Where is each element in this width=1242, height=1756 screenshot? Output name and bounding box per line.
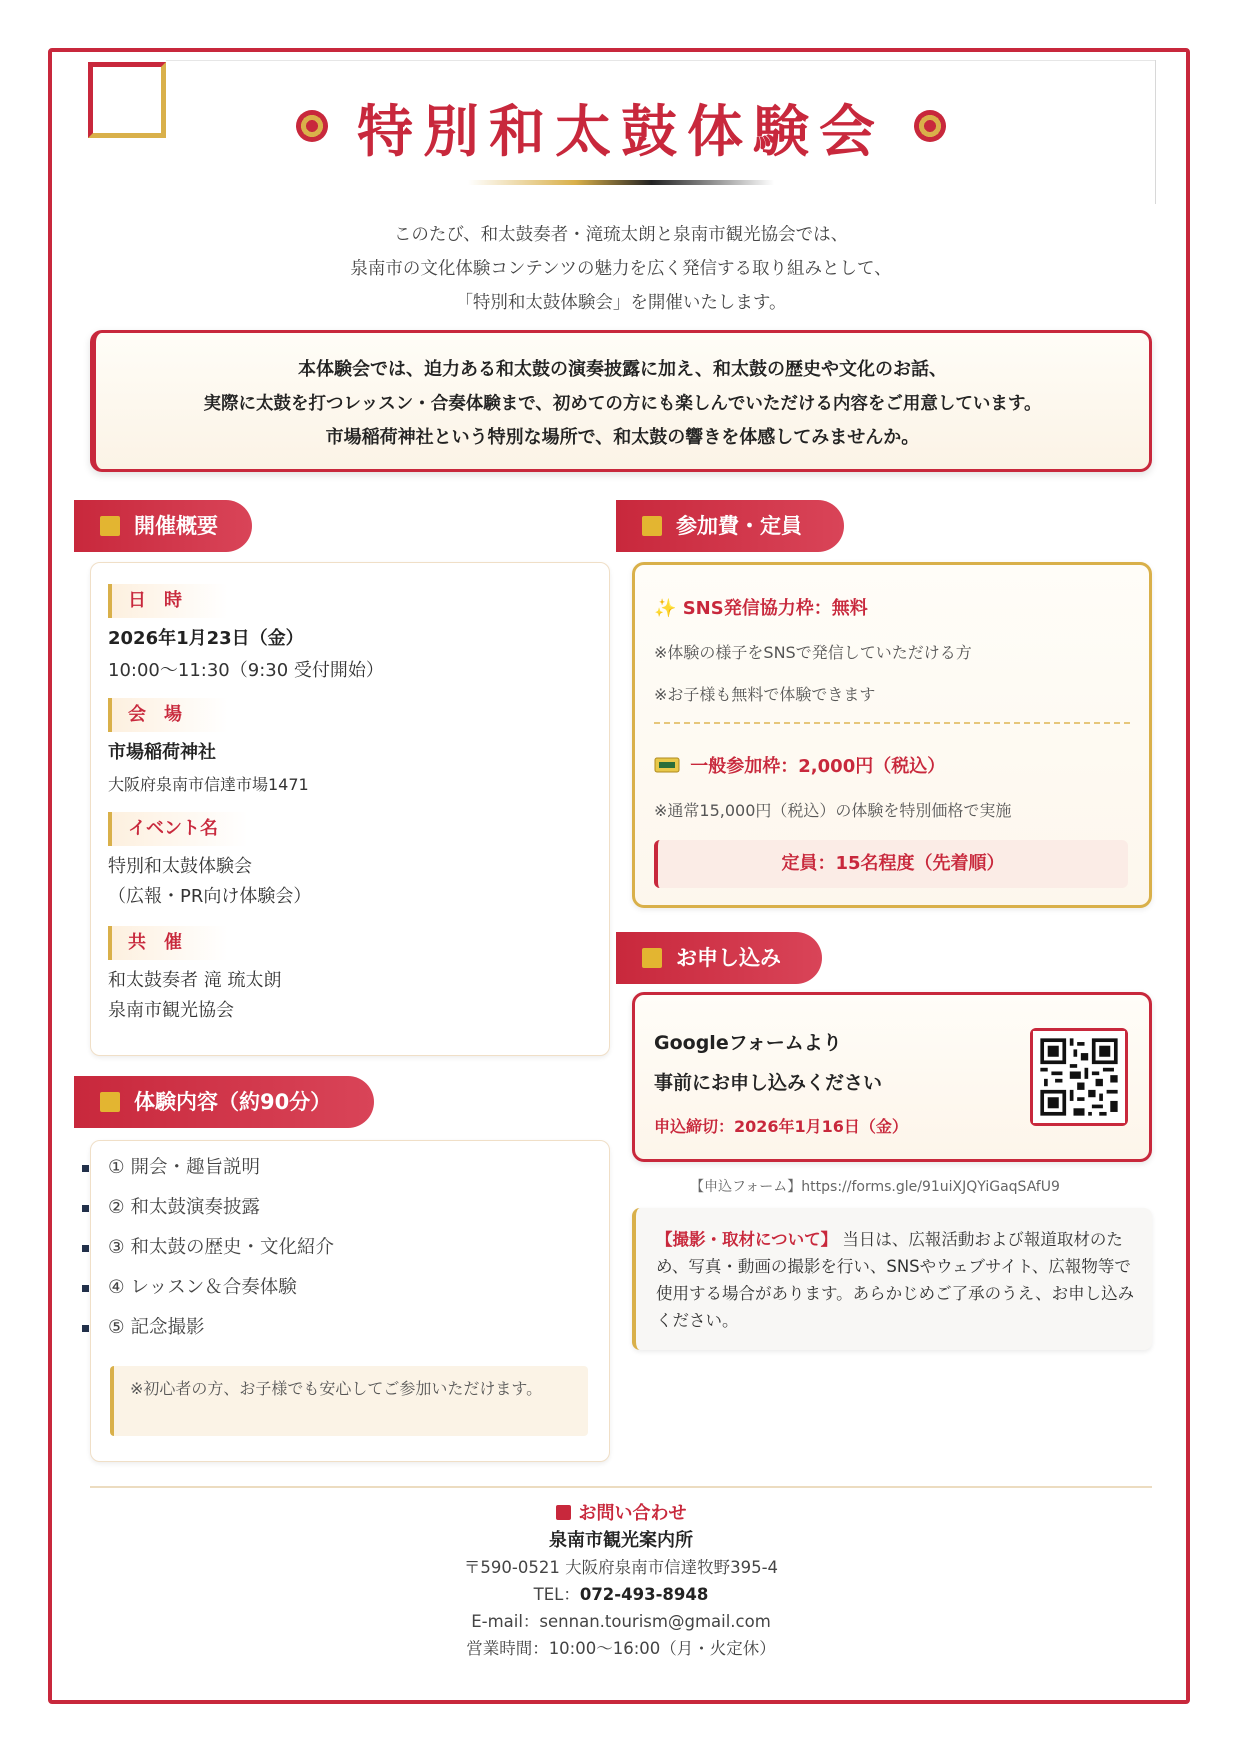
contact-square-icon [556, 1505, 571, 1520]
intro-text [0, 218, 1242, 320]
contact-name: 泉南市観光案内所 [549, 1530, 693, 1551]
page-title: 特別和太鼓体験会 [357, 99, 885, 165]
host-2: 泉南市観光協会 [108, 1000, 234, 1021]
section-title: 体験内容（約90分） [134, 1090, 332, 1114]
capacity-box: 定員：15名程度（先着順） [654, 840, 1128, 888]
title-underline [468, 180, 774, 185]
section-title: 開催概要 [134, 514, 218, 538]
label-host: 共 催 [108, 926, 228, 960]
footer-divider [90, 1486, 1152, 1488]
contact-address: 〒590-0521 大阪府泉南市信達牧野395-4 [463, 1558, 779, 1577]
host-1: 和太鼓奏者 滝 琉太朗 [108, 970, 282, 991]
highlight-box [90, 330, 1152, 472]
sns-note-2: ※お子様も無料で体験できます [654, 685, 876, 704]
list-item: ① 開会・趣旨説明 [82, 1148, 334, 1188]
section-square-icon [642, 948, 662, 968]
qr-code[interactable] [1030, 1028, 1128, 1126]
intro-line: このたび、和太鼓奏者・滝琉太朗と泉南市観光協会では、 [393, 225, 849, 245]
bullet-icon [82, 1325, 89, 1332]
press-notice [632, 1208, 1152, 1350]
label-date: 日 時 [108, 584, 228, 618]
section-square-icon [100, 1092, 120, 1112]
event-date: 2026年1月23日（金） [108, 628, 304, 649]
apply-deadline: 申込締切：2026年1月16日（金） [654, 1117, 908, 1136]
list-item: ⑤ 記念撮影 [82, 1308, 334, 1348]
beginner-note: ※初心者の方、お子様でも安心してご参加いただけます。 [110, 1366, 588, 1436]
highlight-line: 実際に太鼓を打つレッスン・合奏体験まで、初めての方にも楽しんでいただける内容をご用意しています。 [203, 394, 1042, 414]
contact-footer [0, 1500, 1242, 1662]
program-list [82, 1148, 334, 1348]
form-url[interactable]: 【申込フォーム】https://forms.gle/91uiXJQYiGaqSAfU9 [690, 1179, 1060, 1195]
venue-name: 市場稲荷神社 [108, 742, 216, 763]
contact-heading: お問い合わせ [0, 1500, 1242, 1527]
general-fee-title: 一般参加枠：2,000円（税込） [654, 752, 945, 782]
divider [654, 722, 1130, 724]
apply-line-2: 事前にお申し込みください [654, 1072, 883, 1094]
section-head-apply [616, 932, 822, 984]
section-square-icon [100, 516, 120, 536]
general-note: ※通常15,000円（税込）の体験を特別価格で実施 [654, 801, 1012, 820]
title-rule-top [166, 60, 1156, 61]
section-head-content [74, 1076, 374, 1128]
venue-address: 大阪府泉南市信達市場1471 [108, 775, 309, 794]
apply-line-1: Googleフォームより [654, 1032, 842, 1054]
event-name: 特別和太鼓体験会 [108, 856, 252, 877]
press-body: 当日は、広報活動および報道取材のため、写真・動画の撮影を行い、SNSやウェブサイト、広報物等で使用する場合があります。あらかじめご了承のうえ、お申し込みください。 [656, 1230, 1135, 1330]
event-time: 10:00～11:30（9:30 受付開始） [108, 660, 384, 681]
intro-line: 「特別和太鼓体験会」を開催いたします。 [455, 293, 787, 313]
bullet-icon [82, 1165, 89, 1172]
section-title: 参加費・定員 [676, 514, 802, 538]
event-subtitle: （広報・PR向け体験会） [108, 886, 312, 907]
label-venue: 会 場 [108, 698, 228, 732]
highlight-line: 本体験会では、迫力ある和太鼓の演奏披露に加え、和太鼓の歴史や文化のお話、 [297, 359, 948, 380]
section-square-icon [642, 516, 662, 536]
section-head-overview [74, 500, 252, 552]
list-item: ④ レッスン＆合奏体験 [82, 1268, 334, 1308]
highlight-line: 市場稲荷神社という特別な場所で、和太鼓の響きを体感してみませんか。 [325, 427, 920, 448]
section-title: お申し込み [676, 946, 781, 970]
bullet-icon [82, 1245, 89, 1252]
sns-note-1: ※体験の様子をSNSで発信していただける方 [654, 643, 972, 662]
contact-tel: TEL：072-493-8948 [533, 1585, 709, 1604]
contact-email[interactable]: E-mail：sennan.tourism@gmail.com [471, 1612, 771, 1631]
list-item: ③ 和太鼓の歴史・文化紹介 [82, 1228, 334, 1268]
sns-fee-title: ✨ SNS発信協力枠：無料 [654, 598, 868, 619]
sparkle-icon: ✨ [654, 598, 677, 619]
qr-code-icon [1033, 1031, 1125, 1123]
contact-hours: 営業時間：10:00～16:00（月・火定休） [466, 1639, 776, 1658]
list-item: ② 和太鼓演奏披露 [82, 1188, 334, 1228]
bullet-icon [82, 1205, 89, 1212]
bullet-icon [82, 1285, 89, 1292]
section-head-fee [616, 500, 844, 552]
press-heading: 【撮影・取材について】 [656, 1230, 838, 1249]
ticket-icon [654, 756, 680, 774]
label-event: イベント名 [108, 812, 248, 846]
intro-line: 泉南市の文化体験コンテンツの魅力を広く発信する取り組みとして、 [350, 259, 892, 279]
